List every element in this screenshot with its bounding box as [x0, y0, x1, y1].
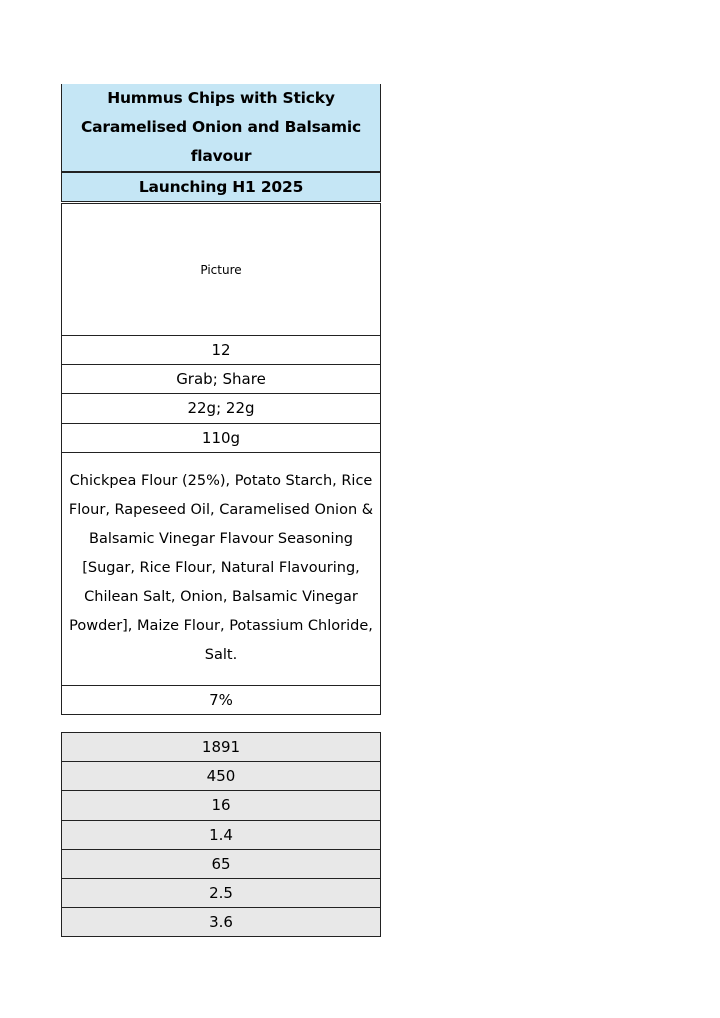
picture-placeholder: Picture — [61, 203, 381, 336]
nutrition-value: 3.6 — [61, 908, 381, 937]
product-title: Hummus Chips with Sticky Caramelised Onion and Balsamic flavour — [61, 84, 381, 172]
nutrition-value: 1.4 — [61, 821, 381, 850]
percentage-value: 7% — [61, 686, 381, 715]
product-spec-table — [61, 84, 381, 715]
nutrition-table — [61, 732, 381, 937]
launch-date: Launching H1 2025 — [61, 172, 381, 202]
nutrition-value: 450 — [61, 762, 381, 791]
nutrition-value: 2.5 — [61, 879, 381, 908]
nutrition-value: 1891 — [61, 733, 381, 762]
nutrition-value: 65 — [61, 850, 381, 879]
portion-size: 22g; 22g — [61, 394, 381, 423]
nutrition-value: 16 — [61, 791, 381, 820]
pack-weight: 110g — [61, 424, 381, 453]
case-size: 12 — [61, 336, 381, 365]
pack-format: Grab; Share — [61, 365, 381, 394]
ingredients: Chickpea Flour (25%), Potato Starch, Rice Flour, Rapeseed Oil, Caramelised Onion & Balsamic Vinegar Flavour Seasoning [Sugar, Rice Flour, Natural Flavouring, Chilean Salt, Onion, Balsamic Vinegar Powder], Maize Flour, Potassium Chloride, Salt. — [61, 453, 381, 686]
